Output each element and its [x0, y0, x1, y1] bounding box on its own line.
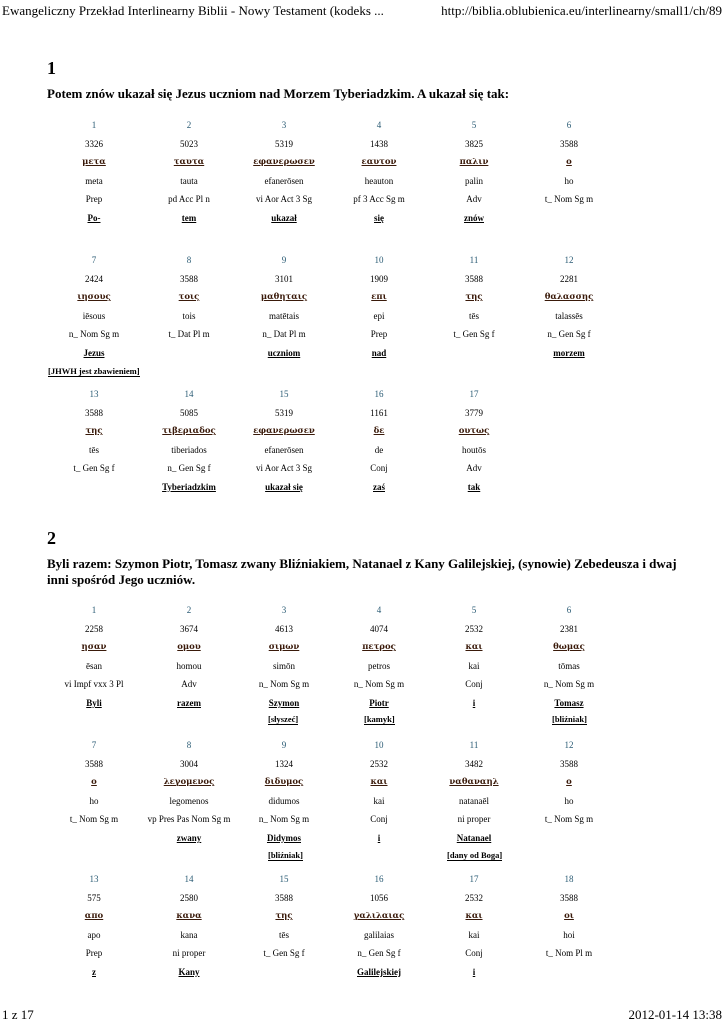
word-idx: 4 [376, 120, 382, 130]
word-polish[interactable]: razem [177, 697, 201, 708]
word-strong[interactable]: 2532 [465, 892, 483, 903]
word-greek[interactable]: πετρος [362, 642, 396, 653]
word-morph: n_ Gen Sg f [357, 948, 401, 959]
word-greek[interactable]: της [275, 911, 293, 922]
word-idx: 7 [91, 255, 97, 265]
word-strong[interactable]: 3779 [465, 407, 483, 418]
word-translit: palin [465, 175, 483, 186]
header-url[interactable]: http://biblia.oblubienica.eu/interlinearny/small1/ch/89 [441, 3, 722, 18]
word-greek[interactable]: τιβεριαδος [162, 426, 216, 437]
word-translit: efanerōsen [264, 175, 304, 186]
word-idx: 2 [186, 120, 192, 130]
word-translit: tōmas [558, 660, 580, 671]
word-polish[interactable]: nad [371, 347, 387, 358]
word-idx: 13 [89, 874, 99, 884]
word-polish[interactable]: tak [467, 481, 481, 492]
word-greek[interactable]: γαλιλαιας [353, 911, 405, 922]
word-translit: talassēs [555, 310, 583, 321]
word-morph: pd Acc Pl n [168, 194, 210, 205]
word-polish[interactable]: Didymos [266, 832, 301, 843]
word-morph: vi Aor Act 3 Sg [255, 194, 312, 205]
word-greek[interactable]: επι [371, 292, 387, 303]
word-translit: ēsan [86, 660, 102, 671]
word-morph: n_ Dat Pl m [262, 329, 306, 340]
word-strong[interactable]: 4074 [370, 623, 388, 634]
word-idx: 17 [469, 874, 479, 884]
word-translit: tēs [279, 929, 289, 940]
word-morph: vi Impf vxx 3 Pl [64, 679, 124, 690]
word-greek[interactable]: ο [566, 777, 572, 788]
word-polish[interactable]: i [472, 966, 476, 977]
word-translit: meta [85, 175, 103, 186]
word-strong[interactable]: 1324 [275, 758, 293, 769]
word-greek[interactable]: θωμας [553, 642, 585, 653]
word-strong[interactable]: 3588 [560, 892, 578, 903]
word-strong[interactable]: 3588 [560, 758, 578, 769]
word-strong[interactable]: 1909 [370, 273, 388, 284]
word-strong[interactable]: 5319 [275, 138, 293, 149]
word-strong[interactable]: 5319 [275, 407, 293, 418]
word-morph: Conj [465, 679, 483, 690]
word-translit: natanaēl [459, 795, 489, 806]
word-idx: 6 [566, 120, 572, 130]
word-translit: hoi [563, 929, 575, 940]
word-morph: t_ Nom Sg m [69, 814, 119, 825]
word-morph: pf 3 Acc Sg m [353, 194, 405, 205]
word-strong[interactable]: 1438 [370, 138, 388, 149]
word-idx: 3 [281, 120, 287, 130]
word-greek[interactable]: σιμων [268, 642, 300, 653]
word-polish[interactable]: z [92, 966, 96, 977]
word-morph: ni proper [172, 948, 206, 959]
word-translit: kai [468, 929, 480, 940]
word-polish[interactable]: i [377, 832, 381, 843]
word-polish[interactable]: Po- [87, 212, 101, 223]
word-morph: t_ Gen Sg f [73, 463, 115, 474]
word-morph: n_ Gen Sg f [167, 463, 211, 474]
word-greek[interactable]: δε [373, 426, 385, 437]
word-idx: 16 [374, 389, 384, 399]
word-strong[interactable]: 2258 [85, 623, 103, 634]
word-translit: galilaias [364, 929, 394, 940]
word-idx: 9 [281, 255, 287, 265]
word-cell [504, 736, 634, 848]
word-greek[interactable]: ο [91, 777, 97, 788]
word-morph: Prep [370, 329, 388, 340]
word-strong[interactable]: 3588 [465, 273, 483, 284]
word-morph: t_ Dat Pl m [168, 329, 210, 340]
word-translit: kai [468, 660, 480, 671]
word-translit: tiberiados [171, 444, 207, 455]
word-idx: 15 [279, 874, 289, 884]
word-morph: Prep [85, 948, 103, 959]
word-greek[interactable]: ησαν [81, 642, 107, 653]
word-greek[interactable]: ουτως [458, 426, 490, 437]
word-morph: n_ Nom Sg m [258, 679, 310, 690]
word-morph: Conj [370, 814, 388, 825]
word-strong[interactable]: 3674 [180, 623, 198, 634]
word-idx: 3 [281, 605, 287, 615]
word-translit: didumos [268, 795, 300, 806]
word-greek[interactable]: ναθαναηλ [449, 777, 499, 788]
word-idx: 7 [91, 740, 97, 750]
word-translit: apo [87, 929, 101, 940]
word-morph: vp Pres Pas Nom Sg m [147, 814, 231, 825]
word-greek[interactable]: της [465, 292, 483, 303]
word-morph: n_ Nom Sg m [353, 679, 405, 690]
verse-number: 1 [47, 58, 56, 78]
word-translit: kana [180, 929, 198, 940]
word-idx: 14 [184, 874, 194, 884]
word-polish[interactable]: się [374, 212, 384, 223]
word-polish[interactable]: Jezus [83, 347, 105, 358]
word-translit: iēsous [82, 310, 106, 321]
word-strong[interactable]: 3588 [85, 407, 103, 418]
word-morph: Adv [466, 463, 482, 474]
word-polish[interactable]: morzem [553, 347, 585, 358]
word-translit: epi [373, 310, 385, 321]
word-morph: t_ Gen Sg f [453, 329, 495, 340]
verse-text: Potem znów ukazał się Jezus uczniom nad Morzem Tyberiadzkim. A ukazał się tak: [47, 86, 510, 101]
word-polish[interactable]: zaś [373, 481, 385, 492]
word-morph: Adv [181, 679, 197, 690]
word-morph: t_ Gen Sg f [263, 948, 305, 959]
word-meaning-note: [bliźniak] [552, 714, 587, 724]
word-strong[interactable]: 2532 [370, 758, 388, 769]
word-greek[interactable]: θαλασσης [544, 292, 594, 303]
word-idx: 12 [564, 255, 574, 265]
word-cell [504, 251, 634, 363]
word-idx: 10 [374, 255, 384, 265]
word-greek[interactable]: απο [84, 911, 104, 922]
word-translit: ho [564, 795, 574, 806]
word-translit: homou [176, 660, 202, 671]
word-idx: 12 [564, 740, 574, 750]
word-polish[interactable]: zwany [176, 832, 202, 843]
header-title: Ewangeliczny Przekład Interlinearny Biblii - Nowy Testament (kodeks ... [2, 3, 384, 18]
word-polish[interactable]: Galilejskiej [357, 966, 401, 977]
word-morph: n_ Nom Sg m [543, 679, 595, 690]
word-strong[interactable]: 3588 [180, 273, 198, 284]
word-translit: houtōs [461, 444, 486, 455]
word-morph: Adv [466, 194, 482, 205]
footer-datetime: 2012-01-14 13:38 [628, 1007, 722, 1022]
word-strong[interactable]: 2580 [180, 892, 198, 903]
footer-page-number: 1 z 17 [2, 1007, 34, 1022]
word-morph: t_ Nom Sg m [544, 194, 594, 205]
word-morph: Prep [85, 194, 103, 205]
word-translit: kai [373, 795, 385, 806]
word-morph: Conj [370, 463, 388, 474]
word-greek[interactable]: ταυτα [173, 157, 205, 168]
word-translit: tauta [180, 175, 198, 186]
word-polish[interactable]: Kany [178, 966, 200, 977]
word-strong[interactable]: 3326 [85, 138, 103, 149]
word-strong[interactable]: 5023 [180, 138, 198, 149]
word-translit: tēs [89, 444, 99, 455]
word-translit: simōn [272, 660, 295, 671]
word-polish[interactable]: Natanael [456, 832, 492, 843]
word-greek[interactable]: εφανερωσεν [253, 157, 315, 168]
word-strong[interactable]: 575 [87, 892, 101, 903]
word-idx: 1 [91, 120, 97, 130]
word-polish[interactable] [504, 963, 634, 982]
word-strong[interactable]: 1161 [370, 407, 388, 418]
word-idx: 8 [186, 740, 192, 750]
word-strong[interactable]: 2424 [85, 273, 103, 284]
word-polish[interactable]: uczniom [267, 347, 301, 358]
word-translit: de [374, 444, 384, 455]
word-polish[interactable]: Tomasz [554, 697, 584, 708]
word-meaning-note: [JHWH jest zbawieniem] [48, 366, 140, 376]
word-greek[interactable]: ο [566, 157, 572, 168]
verse-text: Byli razem: Szymon Piotr, Tomasz zwany Bliźniakiem, Natanael z Kany Galilejskiej, (synowie) Zebedeusza i dwaj inni spośród Jego uczniów. [47, 556, 677, 587]
word-polish[interactable]: Byli [86, 697, 102, 708]
word-strong[interactable]: 3825 [465, 138, 483, 149]
word-greek[interactable]: ομου [177, 642, 201, 653]
word-greek[interactable]: εαυτον [361, 157, 397, 168]
word-greek[interactable]: τοις [178, 292, 200, 303]
word-greek[interactable]: και [370, 777, 388, 788]
word-morph: vi Aor Act 3 Sg [255, 463, 312, 474]
word-idx: 8 [186, 255, 192, 265]
word-strong[interactable]: 4613 [275, 623, 293, 634]
word-translit: ho [564, 175, 574, 186]
word-greek[interactable]: και [465, 642, 483, 653]
word-translit: efanerōsen [264, 444, 304, 455]
word-morph: Conj [465, 948, 483, 959]
word-strong[interactable]: 3588 [560, 138, 578, 149]
word-strong[interactable]: 2381 [560, 623, 578, 634]
word-polish[interactable]: i [472, 697, 476, 708]
word-greek[interactable]: ιησους [77, 292, 111, 303]
word-polish[interactable] [504, 209, 634, 228]
word-idx: 5 [471, 120, 477, 130]
word-greek[interactable]: λεγομενος [163, 777, 215, 788]
word-strong[interactable]: 5085 [180, 407, 198, 418]
word-idx: 9 [281, 740, 287, 750]
word-polish[interactable] [504, 829, 634, 848]
word-strong[interactable]: 3588 [85, 758, 103, 769]
word-cell [504, 870, 634, 982]
word-polish[interactable]: Szymon [268, 697, 300, 708]
word-polish[interactable]: znów [464, 212, 484, 223]
word-strong[interactable]: 3101 [275, 273, 293, 284]
word-meaning-note: [dany od Boga] [447, 850, 503, 860]
word-idx: 11 [469, 255, 479, 265]
word-polish[interactable]: ukazał się [265, 481, 303, 492]
word-idx: 2 [186, 605, 192, 615]
word-polish[interactable]: ukazał [271, 212, 297, 223]
word-strong[interactable]: 3588 [275, 892, 293, 903]
word-translit: petros [368, 660, 390, 671]
word-greek[interactable]: και [465, 911, 483, 922]
word-idx: 11 [469, 740, 479, 750]
word-polish[interactable]: tem [181, 212, 197, 223]
word-greek[interactable]: εφανερωσεν [253, 426, 315, 437]
word-morph: n_ Nom Sg m [258, 814, 310, 825]
word-morph: ni proper [457, 814, 491, 825]
word-idx: 4 [376, 605, 382, 615]
word-meaning-note: [bliźniak] [268, 850, 303, 860]
word-translit: legomenos [169, 795, 209, 806]
word-idx: 1 [91, 605, 97, 615]
word-greek[interactable]: οι [564, 911, 574, 922]
word-translit: tēs [469, 310, 479, 321]
word-idx: 13 [89, 389, 99, 399]
word-idx: 15 [279, 389, 289, 399]
word-cell [504, 116, 634, 228]
word-translit: tois [182, 310, 196, 321]
word-morph: n_ Gen Sg f [547, 329, 591, 340]
word-strong[interactable]: 1056 [370, 892, 388, 903]
word-idx: 10 [374, 740, 384, 750]
word-morph: t_ Nom Pl m [545, 948, 593, 959]
word-cell [504, 601, 634, 713]
word-idx: 6 [566, 605, 572, 615]
word-translit: ho [89, 795, 99, 806]
word-idx: 14 [184, 389, 194, 399]
word-greek[interactable]: μετα [82, 157, 106, 168]
word-greek[interactable]: της [85, 426, 103, 437]
word-meaning-note: [kamyk] [364, 714, 395, 724]
word-translit: matētais [269, 310, 299, 321]
word-polish[interactable]: Piotr [369, 697, 389, 708]
word-strong[interactable]: 2532 [465, 623, 483, 634]
word-greek[interactable]: κανα [176, 911, 202, 922]
word-morph: t_ Nom Sg m [544, 814, 594, 825]
word-strong[interactable]: 2281 [560, 273, 578, 284]
word-idx: 16 [374, 874, 384, 884]
word-strong[interactable]: 3482 [465, 758, 483, 769]
word-idx: 5 [471, 605, 477, 615]
word-morph: n_ Nom Sg m [68, 329, 120, 340]
word-idx: 17 [469, 389, 479, 399]
verse-number: 2 [47, 528, 56, 548]
word-greek[interactable]: παλιν [459, 157, 489, 168]
word-polish[interactable]: Tyberiadzkim [162, 481, 216, 492]
word-translit: heauton [364, 175, 394, 186]
word-idx: 18 [564, 874, 574, 884]
word-cell [409, 385, 539, 497]
word-greek[interactable]: μαθηταις [260, 292, 308, 303]
word-strong[interactable]: 3004 [180, 758, 198, 769]
word-meaning-note: [słyszeć] [268, 714, 299, 724]
word-greek[interactable]: διδυμος [264, 777, 304, 788]
